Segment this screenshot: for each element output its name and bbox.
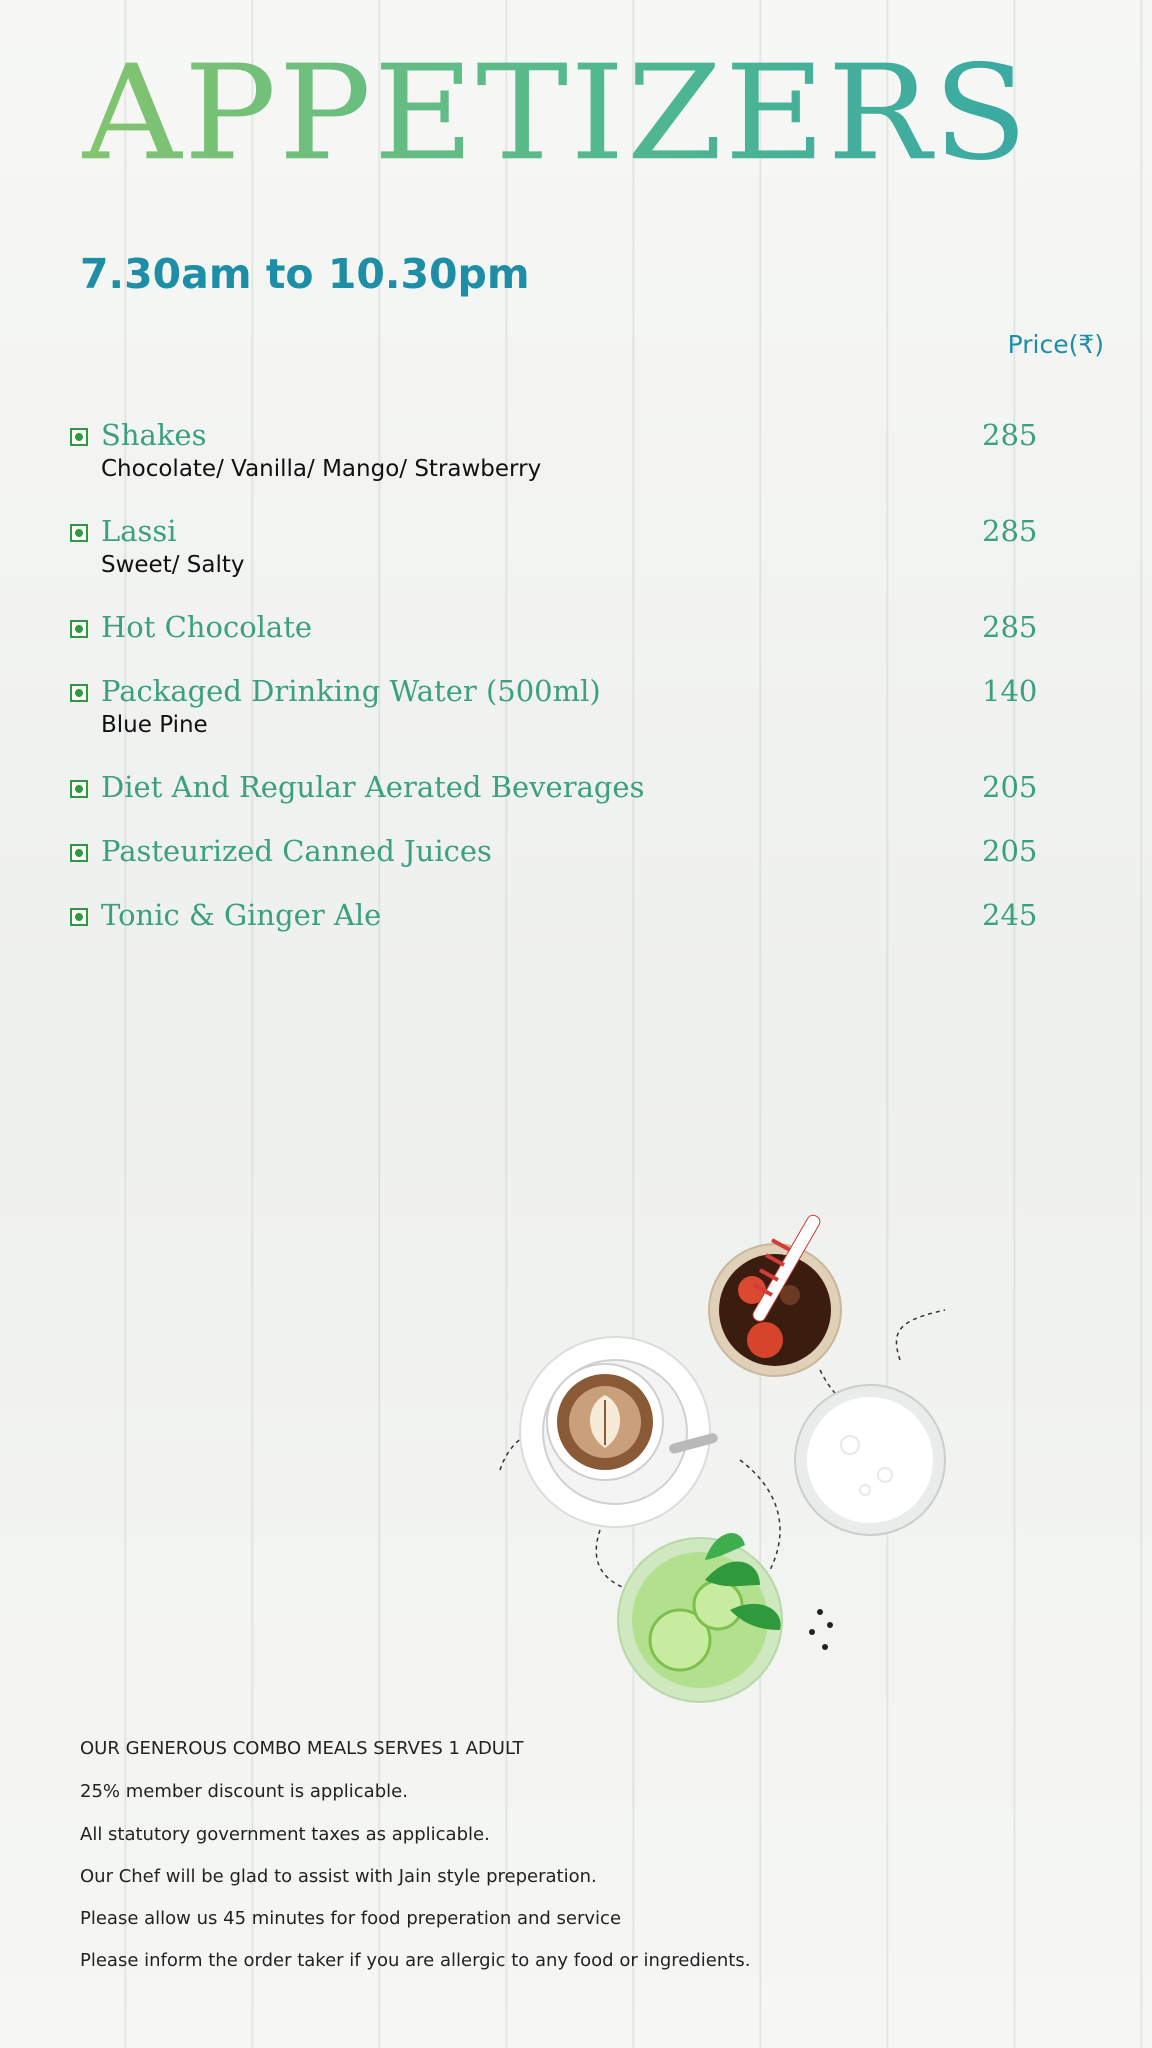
note-text: 25% member discount is applicable. bbox=[80, 1781, 408, 1802]
note-text: Our Chef will be glad to assist with Jain style preperation. bbox=[80, 1866, 597, 1887]
veg-indicator-icon bbox=[70, 684, 88, 702]
item-price: 205 bbox=[982, 834, 1038, 868]
milk-glass-icon bbox=[795, 1385, 945, 1535]
veg-indicator-icon bbox=[70, 620, 88, 638]
veg-indicator-icon bbox=[70, 780, 88, 798]
beverages-illustration bbox=[490, 1200, 960, 1740]
item-price: 285 bbox=[982, 418, 1038, 452]
note-text: All statutory government taxes as applicable. bbox=[80, 1824, 490, 1845]
veg-indicator-icon bbox=[70, 428, 88, 446]
item-name: Hot Chocolate bbox=[101, 610, 313, 644]
item-price: 205 bbox=[982, 770, 1038, 804]
note-text: Please inform the order taker if you are allergic to any food or ingredients. bbox=[80, 1950, 751, 1971]
veg-indicator-icon bbox=[70, 524, 88, 542]
item-name: Diet And Regular Aerated Beverages bbox=[101, 770, 645, 804]
page-title: APPETIZERS bbox=[82, 36, 1030, 190]
note-text: OUR GENEROUS COMBO MEALS SERVES 1 ADULT bbox=[80, 1738, 524, 1759]
veg-indicator-icon bbox=[70, 908, 88, 926]
item-name: Shakes bbox=[101, 418, 207, 452]
mojito-glass-icon bbox=[618, 1533, 833, 1702]
item-description: Chocolate/ Vanilla/ Mango/ Strawberry bbox=[101, 456, 542, 482]
note-text: Please allow us 45 minutes for food preperation and service bbox=[80, 1908, 622, 1929]
item-name: Pasteurized Canned Juices bbox=[101, 834, 492, 868]
item-description: Sweet/ Salty bbox=[101, 552, 245, 578]
cola-glass-icon bbox=[709, 1213, 841, 1376]
service-hours: 7.30am to 10.30pm bbox=[80, 250, 530, 298]
item-price: 285 bbox=[982, 514, 1038, 548]
price-column-heading: Price(₹) bbox=[1007, 330, 1104, 359]
item-description: Blue Pine bbox=[101, 712, 208, 738]
item-price: 140 bbox=[982, 674, 1038, 708]
item-name: Tonic & Ginger Ale bbox=[101, 898, 382, 932]
item-name: Packaged Drinking Water (500ml) bbox=[101, 674, 601, 708]
veg-indicator-icon bbox=[70, 844, 88, 862]
item-price: 245 bbox=[982, 898, 1038, 932]
item-name: Lassi bbox=[101, 514, 177, 548]
coffee-cup-icon bbox=[520, 1337, 719, 1527]
item-price: 285 bbox=[982, 610, 1038, 644]
